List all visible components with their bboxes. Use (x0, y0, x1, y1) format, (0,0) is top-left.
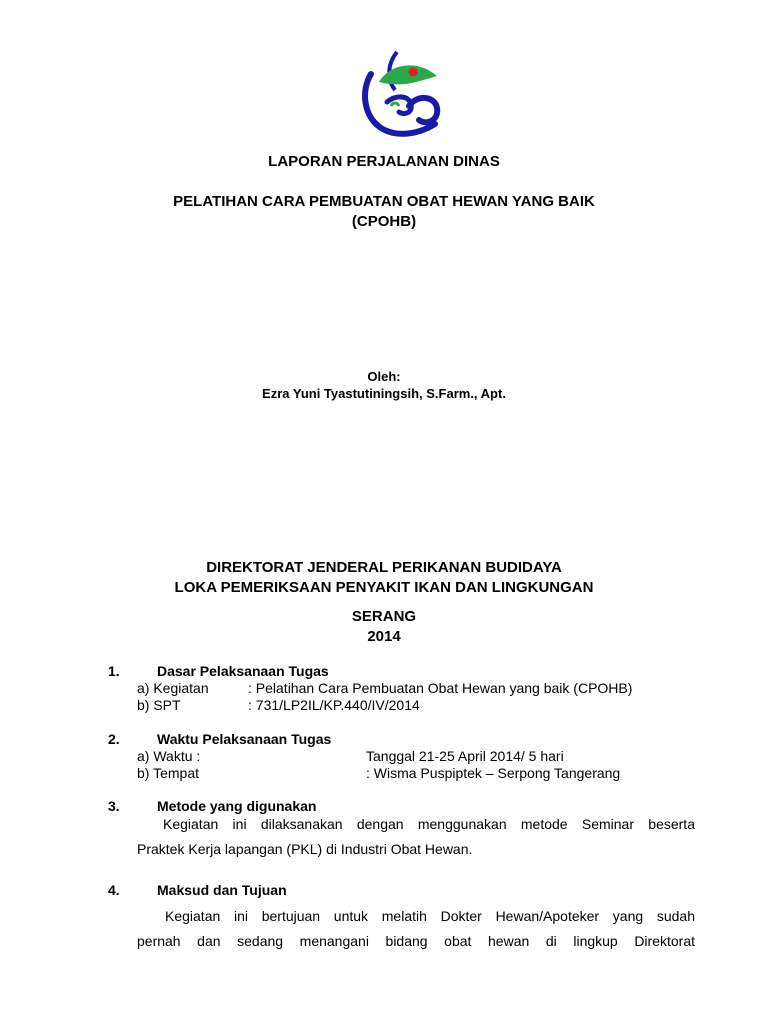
section-number: 3. (108, 798, 120, 814)
item-label: b) Tempat (137, 765, 199, 781)
paragraph (137, 904, 695, 954)
item-value: : Pelatihan Cara Pembuatan Obat Hewan yang baik (CPOHB) (248, 680, 633, 696)
section-title: Waktu Pelaksanaan Tugas (157, 731, 332, 747)
item-value: Tanggal 21-25 April 2014/ 5 hari (366, 748, 564, 764)
org-city: SERANG (351, 608, 417, 625)
fish-emblem-icon (357, 46, 449, 138)
paragraph-line: pernah dan sedang menangani bidang obat hewan di lingkup Direktorat (137, 933, 695, 949)
paragraph-line: Praktek Kerja lapangan (PKL) di Industri Obat Hewan. (137, 841, 473, 857)
section-title: Dasar Pelaksanaan Tugas (157, 663, 329, 679)
item-value: : Wisma Puspiptek – Serpong Tangerang (366, 765, 621, 781)
item-value: : 731/LP2IL/KP.440/IV/2014 (248, 697, 420, 713)
report-title: LAPORAN PERJALANAN DINAS (268, 153, 500, 170)
section-number: 1. (108, 663, 120, 679)
org-loka: LOKA PEMERIKSAAN PENYAKIT IKAN DAN LINGKUNGAN (174, 579, 594, 596)
paragraph (137, 812, 695, 862)
report-year: 2014 (367, 628, 401, 645)
org-directorate: DIREKTORAT JENDERAL PERIKANAN BUDIDAYA (206, 559, 562, 576)
section-title: Maksud dan Tujuan (157, 882, 287, 898)
section-title: Metode yang digunakan (157, 798, 317, 814)
item-label: b) SPT (137, 697, 181, 713)
item-label: a) Waktu : (137, 748, 201, 764)
item-label: a) Kegiatan (137, 680, 209, 696)
training-abbrev: (CPOHB) (351, 213, 417, 230)
author-name: Ezra Yuni Tyastutiningsih, S.Farm., Apt. (262, 386, 506, 401)
section-number: 2. (108, 731, 120, 747)
by-label: Oleh: (367, 369, 401, 384)
paragraph-line: Kegiatan ini dilaksanakan dengan menggunakan metode Seminar beserta (163, 816, 695, 832)
paragraph-line: Kegiatan ini bertujuan untuk melatih Dokter Hewan/Apoteker yang sudah (165, 908, 695, 924)
section-number: 4. (108, 882, 120, 898)
training-title: PELATIHAN CARA PEMBUATAN OBAT HEWAN YANG BAIK (173, 193, 595, 210)
